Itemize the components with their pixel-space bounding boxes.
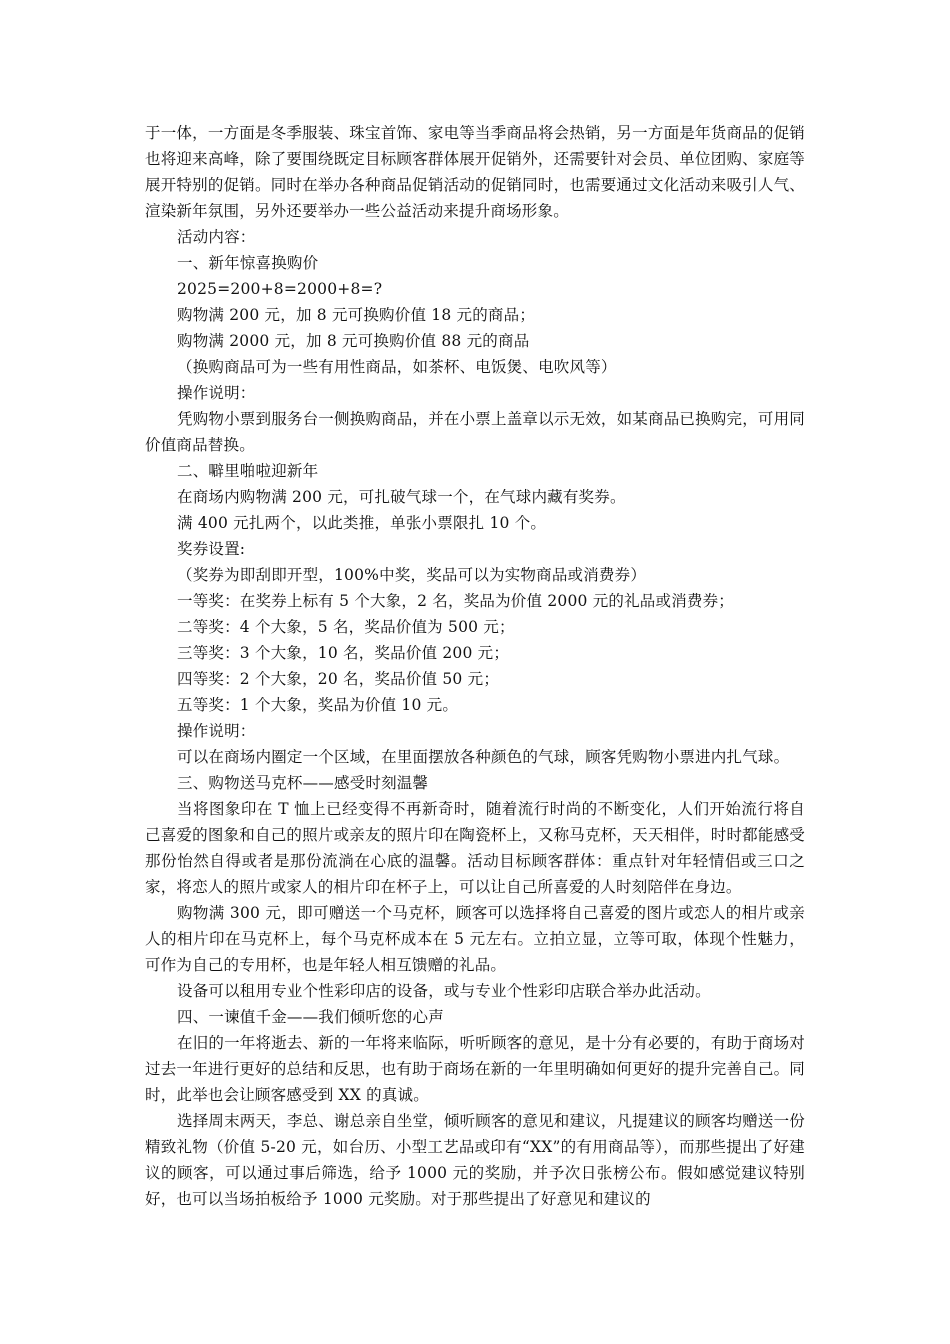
paragraph: 可以在商场内圈定一个区域，在里面摆放各种颜色的气球，顾客凭购物小票进内扎气球。 xyxy=(177,748,790,766)
text-line: 操作说明： xyxy=(177,384,256,402)
text-line: 一、新年惊喜换购价 xyxy=(177,254,319,272)
paragraph: 购物满 300 元，即可赠送一个马克杯，顾客可以选择将自己喜爱的图片或恋人的相片或亲人的相片印在马克杯上，每个马克杯成本在 5 元左右。立拍立显，立等可取，体现个性魅力，可作为自己的专用杯，也是年轻人相互馈赠的礼品。 xyxy=(145,904,805,974)
text-line: 一等奖：在奖券上标有 5 个大象，2 名，奖品为价值 2000 元的礼品或消费券； xyxy=(177,592,735,610)
text-line: 三、购物送马克杯——感受时刻温馨 xyxy=(177,774,429,792)
text-line: 四等奖：2 个大象，20 名，奖品价值 50 元； xyxy=(177,670,500,688)
text-line: 活动内容： xyxy=(177,228,256,246)
text-line: 四、一谏值千金——我们倾听您的心声 xyxy=(177,1008,444,1026)
text-line: 操作说明： xyxy=(177,722,256,740)
paragraph: 当将图象印在 T 恤上已经变得不再新奇时，随着流行时尚的不断变化，人们开始流行将自己喜爱的图象和自己的照片或亲友的照片印在陶瓷杯上，又称马克杯，天天相伴，时时都能感受那份怡然自得或者是那份流淌在心底的温馨。活动目标顾客群体：重点针对年轻情侣或三口之家，将恋人的照片或家人的相片印在杯子上，可以让自己所喜爱的人时刻陪伴在身边。 xyxy=(145,800,805,896)
paragraph: 选择周末两天，李总、谢总亲自坐堂，倾听顾客的意见和建议，凡提建议的顾客均赠送一份精致礼物（价值 5-20 元，如台历、小型工艺品或印有“XX”的有用商品等），而那些提出了好建议的顾客，可以通过事后筛选，给予 1000 元的奖励，并予次日张榜公布。假如感觉建议特别好，也可以当场拍板给予 1000 元奖励。对于那些提出了好意见和建议的 xyxy=(145,1112,806,1208)
text-line: 设备可以租用专业个性彩印店的设备，或与专业个性彩印店联合举办此活动。 xyxy=(177,982,711,1000)
text-line: 二等奖：4 个大象，5 名，奖品价值为 500 元； xyxy=(177,618,515,636)
paragraph: 凭购物小票到服务台一侧换购商品，并在小票上盖章以示无效，如某商品已换购完，可用同价值商品替换。 xyxy=(145,410,806,454)
text-line: 满 400 元扎两个，以此类推，单张小票限扎 10 个。 xyxy=(177,514,547,532)
document-body xyxy=(145,120,805,1212)
text-line: 购物满 2000 元，加 8 元可换购价值 88 元的商品 xyxy=(177,332,530,350)
text-line: 2025=200+8=2000+8=? xyxy=(177,280,383,298)
paragraph: 于一体，一方面是冬季服装、珠宝首饰、家电等当季商品将会热销，另一方面是年货商品的促销也将迎来高峰，除了要围绕既定目标顾客群体展开促销外，还需要针对会员、单位团购、家庭等展开特别的促销。同时在举办各种商品促销活动的促销同时，也需要通过文化活动来吸引人气、渲染新年氛围，另外还要举办一些公益活动来提升商场形象。 xyxy=(145,124,805,220)
text-line: 三等奖：3 个大象，10 名，奖品价值 200 元； xyxy=(177,644,510,662)
text-line: 奖券设置: xyxy=(177,540,246,558)
paragraph: 在旧的一年将逝去、新的一年将来临际，听听顾客的意见，是十分有必要的，有助于商场对过去一年进行更好的总结和反思，也有助于商场在新的一年里明确如何更好的提升完善自己。同时，此举也会让顾客感受到 XX 的真诚。 xyxy=(145,1034,806,1104)
text-line: （奖券为即刮即开型，100%中奖，奖品可以为实物商品或消费券） xyxy=(177,566,647,584)
text-line: 五等奖：1 个大象，奖品为价值 10 元。 xyxy=(177,696,459,714)
text-line: （换购商品可为一些有用性商品，如茶杯、电饭煲、电吹风等） xyxy=(177,358,617,376)
text-line: 购物满 200 元，加 8 元可换购价值 18 元的商品； xyxy=(177,306,536,324)
text-line: 二、噼里啪啦迎新年 xyxy=(177,462,319,480)
text-line: 在商场内购物满 200 元，可扎破气球一个，在气球内藏有奖券。 xyxy=(177,488,626,506)
